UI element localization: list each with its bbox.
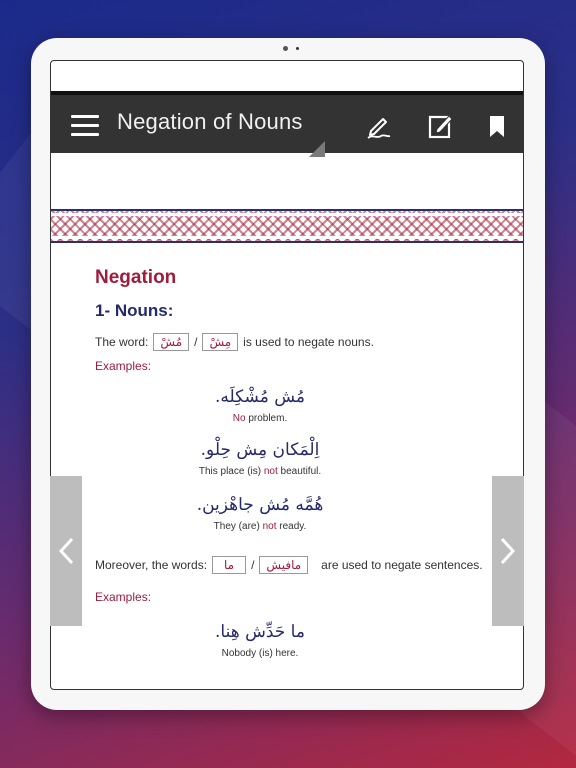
lesson-subheading: 1- Nouns: <box>95 301 174 320</box>
example-item <box>95 622 425 659</box>
menu-icon[interactable] <box>71 115 99 137</box>
example-item <box>95 387 425 424</box>
negation-word: No <box>232 413 246 424</box>
translation-start: This place (is) <box>198 466 264 477</box>
word-box: مِشْ <box>202 333 238 351</box>
bookmark-icon[interactable] <box>483 112 511 140</box>
rule-nouns <box>95 333 495 351</box>
chevron-right-icon <box>499 536 517 566</box>
negation-word: not <box>262 521 277 532</box>
example-arabic: هُمَّه مُش جاهْزين. <box>196 495 324 515</box>
rule-suffix: is used to negate nouns. <box>243 335 374 349</box>
example-translation <box>95 521 425 532</box>
prev-page-button[interactable] <box>50 476 82 626</box>
example-arabic: اِلْمَكان مِش حِلْو. <box>200 440 320 460</box>
example-item <box>95 495 425 532</box>
example-arabic: ما حَدِّش هِنا. <box>215 622 305 642</box>
translation-rest: ready. <box>276 521 307 532</box>
translation-rest: problem. <box>245 413 288 424</box>
separator: / <box>194 335 198 349</box>
word-box: مافيش <box>259 556 308 574</box>
rule-suffix: are used to negate sentences. <box>321 558 483 572</box>
pen-icon[interactable] <box>365 112 393 140</box>
page-curl <box>309 141 325 157</box>
examples-label: Examples: <box>95 590 152 604</box>
translation-start: They (are) <box>213 521 263 532</box>
example-translation <box>95 466 425 477</box>
toolbar <box>51 91 524 153</box>
rule-sentences <box>95 556 495 574</box>
example-translation <box>95 413 425 424</box>
translation-rest: beautiful. <box>277 466 322 477</box>
word-box: مُشْ <box>153 333 189 351</box>
chevron-left-icon <box>57 536 75 566</box>
negation-word: not <box>263 466 278 477</box>
rule-prefix: Moreover, the words: <box>95 558 208 572</box>
camera-dots <box>283 46 299 51</box>
page-title: Negation of Nouns <box>117 109 303 134</box>
edit-icon[interactable] <box>427 112 455 140</box>
rule-prefix: The word: <box>95 335 149 349</box>
next-page-button[interactable] <box>492 476 524 626</box>
word-box: ما <box>212 556 246 574</box>
app-screen <box>50 60 524 690</box>
decorative-pattern-band <box>51 209 524 243</box>
separator: / <box>251 558 255 572</box>
example-item <box>95 440 425 477</box>
example-translation: Nobody (is) here. <box>221 648 299 659</box>
examples-label: Examples: <box>95 359 152 373</box>
lesson-heading: Negation <box>95 267 177 288</box>
example-arabic: مُش مُشْكِلَه. <box>215 387 305 407</box>
lesson-content <box>95 267 495 659</box>
